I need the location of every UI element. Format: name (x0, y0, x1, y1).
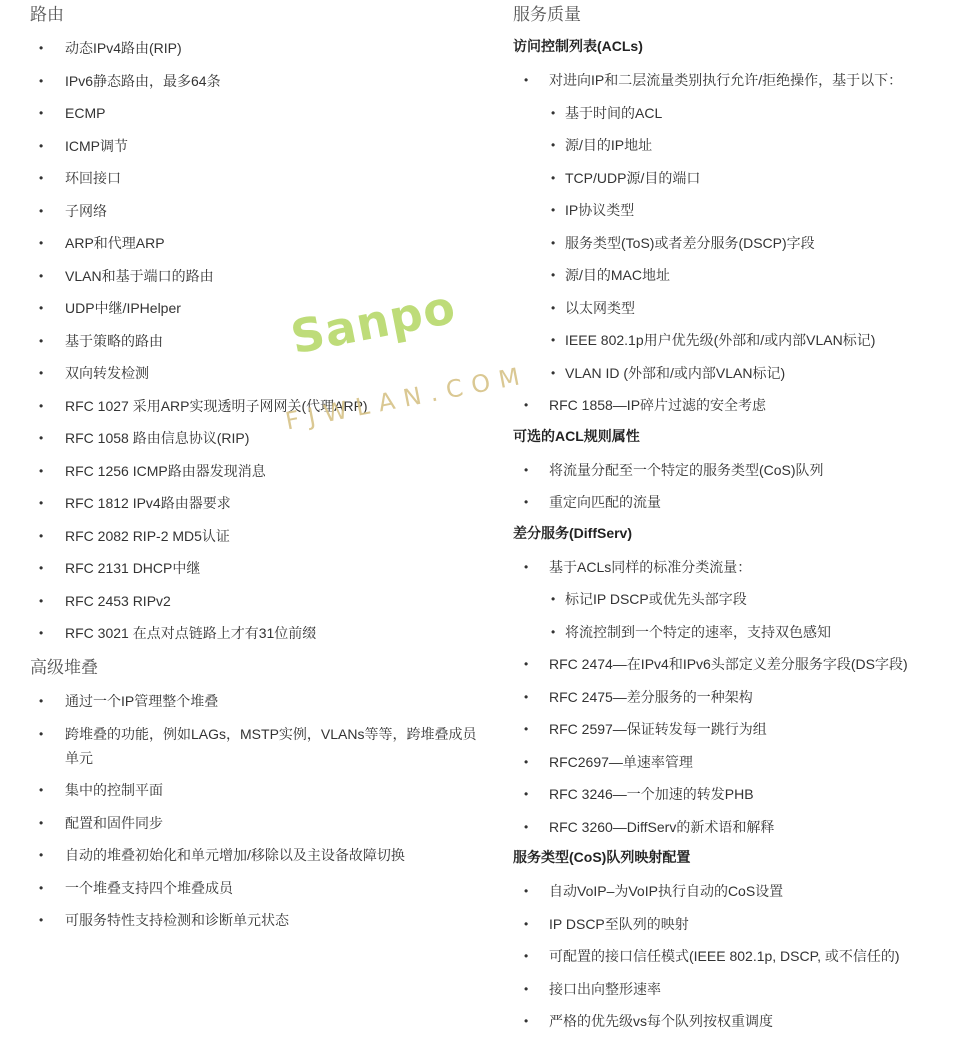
list-item: • IP DSCP至队列的映射 (513, 912, 963, 936)
list-item: • 严格的优先级vs每个队列按权重调度 (513, 1009, 963, 1033)
optional-acl-list (513, 458, 963, 515)
list-item: • 可配置的接口信任模式(IEEE 802.1p, DSCP, 或不信任的) (513, 944, 963, 968)
list-item: • VLAN和基于端口的路由 (30, 264, 480, 288)
list-item: • RFC 2082 RIP-2 MD5认证 (30, 524, 480, 548)
list-item: • 可服务特性支持检测和诊断单元状态 (30, 908, 480, 932)
acl-criteria-list (513, 101, 963, 385)
list-item: • VLAN ID (外部和/或内部VLAN标记) (513, 361, 963, 385)
list-item: • RFC2697—单速率管理 (513, 750, 963, 774)
list-item: • RFC 2453 RIPv2 (30, 589, 480, 613)
list-item: • RFC 1027 采用ARP实现透明子网网关(代理ARP) (30, 394, 480, 418)
list-item: • RFC 1812 IPv4路由器要求 (30, 491, 480, 515)
list-item: • 服务类型(ToS)或者差分服务(DSCP)字段 (513, 231, 963, 255)
list-item: • 将流量分配至一个特定的服务类型(CoS)队列 (513, 458, 963, 482)
list-item: • ARP和代理ARP (30, 231, 480, 255)
list-item: • RFC 2474—在IPv4和IPv6头部定义差分服务字段(DS字段) (513, 652, 963, 676)
list-item: • UDP中继/IPHelper (30, 296, 480, 320)
list-item: • RFC 3246—一个加速的转发PHB (513, 782, 963, 806)
list-item: • RFC 3260—DiffServ的新术语和解释 (513, 815, 963, 839)
list-item: • RFC 1058 路由信息协议(RIP) (30, 426, 480, 450)
routing-list (30, 36, 480, 645)
routing-title: 路由 (30, 5, 64, 24)
list-item: • 配置和固件同步 (30, 811, 480, 835)
list-item: • RFC 1858—IP碎片过滤的安全考虑 (513, 393, 963, 417)
list-item: • RFC 3021 在点对点链路上才有31位前缀 (30, 621, 480, 645)
sanpo-watermark-logo: Sanpo (286, 279, 461, 365)
list-item: • 子网络 (30, 199, 480, 223)
list-item: • 源/目的MAC地址 (513, 263, 963, 287)
list-item: • 动态IPv4路由(RIP) (30, 36, 480, 60)
qos-title: 服务质量 (513, 5, 581, 24)
list-item: • IP协议类型 (513, 198, 963, 222)
list-item: • 基于ACLs同样的标准分类流量： (513, 555, 963, 579)
list-item: • RFC 2475—差分服务的一种架构 (513, 685, 963, 709)
list-item: • 自动的堆叠初始化和单元增加/移除以及主设备故障切换 (30, 843, 480, 867)
list-item: • 接口出向整形速率 (513, 977, 963, 1001)
list-item: • ICMP调节 (30, 134, 480, 158)
cos-heading: 服务类型(CoS)队列映射配置 (513, 849, 691, 865)
list-item: • 重定向匹配的流量 (513, 490, 963, 514)
list-item: • 通过一个IP管理整个堆叠 (30, 689, 480, 713)
list-item: • 标记IP DSCP或优先头部字段 (513, 587, 963, 611)
list-item: • ECMP (30, 101, 480, 125)
list-item: • 自动VoIP–为VoIP执行自动的CoS设置 (513, 879, 963, 903)
acl-list (513, 68, 963, 92)
cos-list (513, 879, 963, 1033)
right-column (513, 0, 963, 1042)
list-item: • 基于时间的ACL (513, 101, 963, 125)
list-item: • 源/目的IP地址 (513, 133, 963, 157)
list-item: • 跨堆叠的功能，例如LAGs，MSTP实例，VLANs等等，跨堆叠成员单元 (30, 722, 480, 770)
stacking-title: 高级堆叠 (30, 658, 98, 677)
acl-tail-list (513, 393, 963, 417)
diffserv-rfc-list (513, 652, 963, 839)
site-watermark: FJWLAN.COM (283, 360, 531, 436)
list-item: • RFC 2597—保证转发每一跳行为组 (513, 717, 963, 741)
optional-acl-heading: 可选的ACL规则属性 (513, 427, 640, 444)
list-item: • RFC 2131 DHCP中继 (30, 556, 480, 580)
diffserv-lead-list (513, 555, 963, 579)
list-item: • 双向转发检测 (30, 361, 480, 385)
list-item: • 环回接口 (30, 166, 480, 190)
left-column (30, 0, 480, 941)
list-item: • RFC 1256 ICMP路由器发现消息 (30, 459, 480, 483)
list-item: • IEEE 802.1p用户优先级(外部和/或内部VLAN标记) (513, 328, 963, 352)
list-item: • 一个堆叠支持四个堆叠成员 (30, 876, 480, 900)
list-item: • 对进向IP和二层流量类别执行允许/拒绝操作，基于以下： (513, 68, 963, 92)
stacking-list (30, 689, 480, 932)
list-item: • IPv6静态路由，最多64条 (30, 69, 480, 93)
diffserv-heading: 差分服务(DiffServ) (513, 524, 633, 541)
list-item: • 以太网类型 (513, 296, 963, 320)
acl-heading: 访问控制列表(ACLs) (513, 38, 643, 54)
list-item: • TCP/UDP源/目的端口 (513, 166, 963, 190)
diffserv-nested-list (513, 587, 963, 644)
list-item: • 集中的控制平面 (30, 778, 480, 802)
list-item: • 将流控制到一个特定的速率，支持双色感知 (513, 620, 963, 644)
list-item: • 基于策略的路由 (30, 329, 480, 353)
